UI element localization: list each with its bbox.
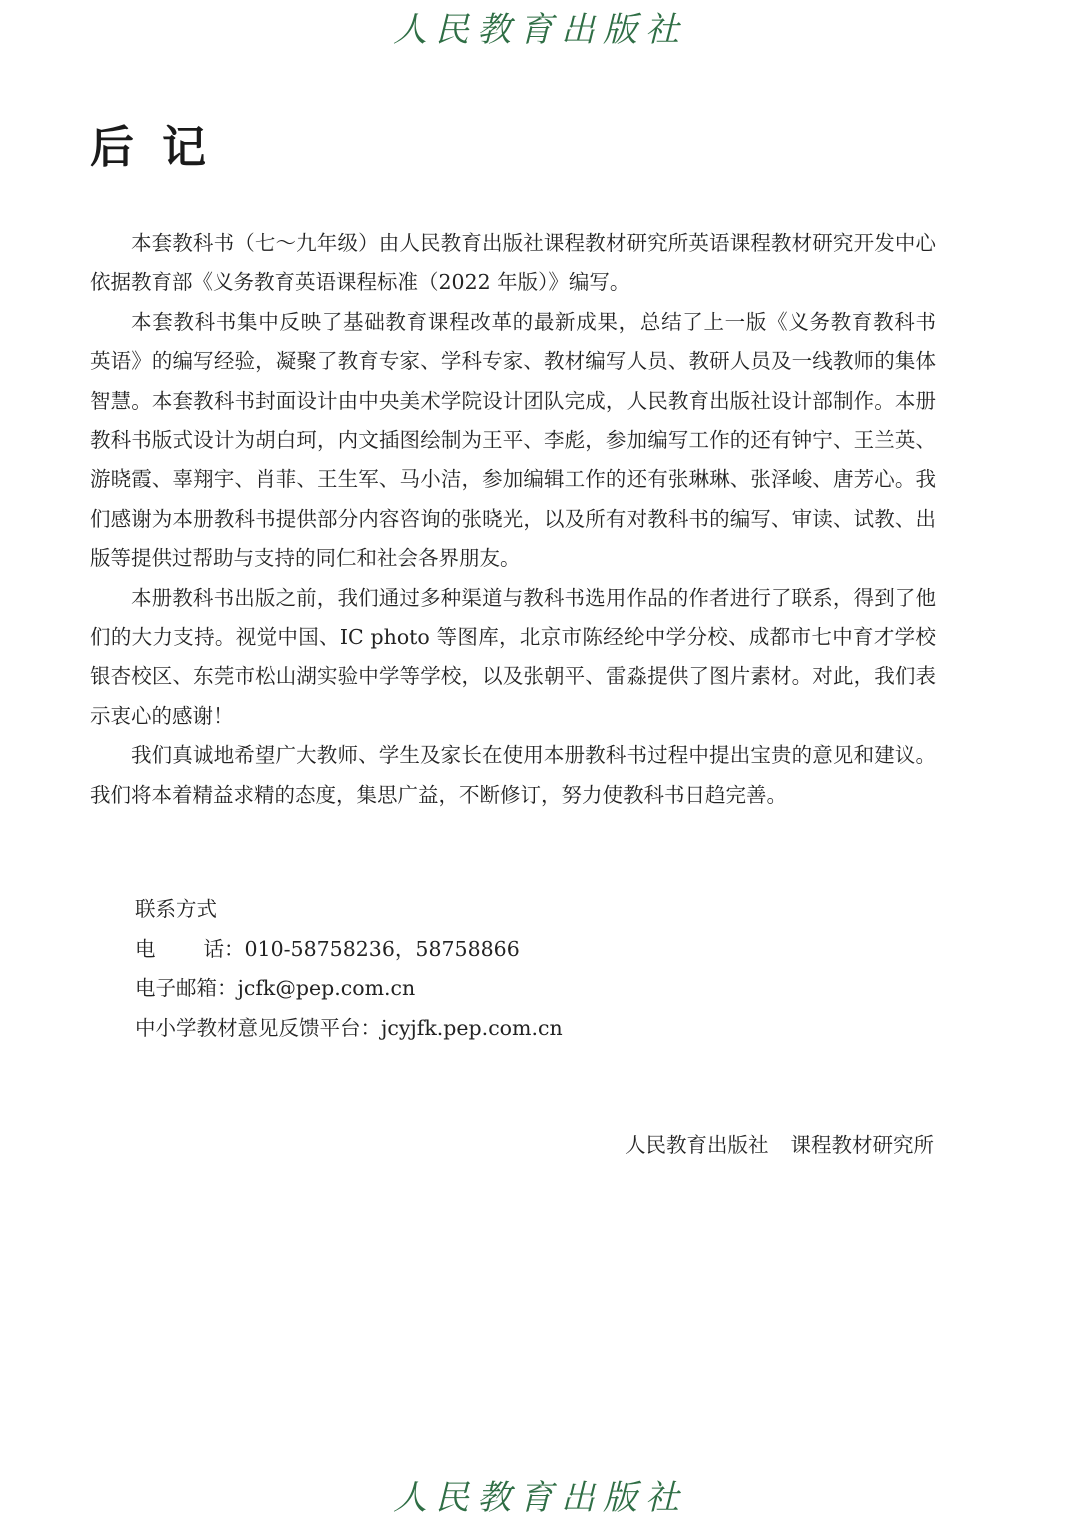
feedback-label: 中小学教材意见反馈平台： <box>135 1015 381 1040</box>
paragraph: 本册教科书出版之前，我们通过多种渠道与教科书选用作品的作者进行了联系，得到了他们的大力支持。视觉中国、IC photo 等图库，北京市陈经纶中学分校、成都市七中育才学校银杏校区、东莞市松山湖实验中学等学校，以及张朝平、雷淼提供了图片素材。对此，我们表示衷心的感谢！ <box>90 585 936 728</box>
signature-institute: 课程教材研究所 <box>790 1133 934 1157</box>
email-value[interactable]: jcfk@pep.com.cn <box>237 976 416 1000</box>
paragraph: 本套教科书（七～九年级）由人民教育出版社课程教材研究所英语课程教材研究开发中心依据教育部《义务教育英语课程标准（2022 年版）》编写。 <box>90 231 936 295</box>
contact-phone <box>135 930 563 970</box>
phone-label-second: 话： <box>203 936 245 961</box>
paragraph: 本套教科书集中反映了基础教育课程改革的最新成果，总结了上一版《义务教育教科书 英语》的编写经验，凝聚了教育专家、学科专家、教材编写人员、教研人员及一线教师的集体智慧。本套教科书封面设计由中央美术学院设计团队完成，人民教育出版社设计部制作。本册教科书版式设计为胡白珂，内文插图绘制为王平、李彪，参加编写工作的还有钟宁、王兰英、游晓霞、辜翔宇、肖菲、王生军、马小洁，参加编辑工作的还有张琳琳、张泽峻、唐芳心。我们感谢为本册教科书提供部分内容咨询的张晓光，以及所有对教科书的编写、审读、试教、出版等提供过帮助与支持的同仁和社会各界朋友。 <box>90 309 957 571</box>
page-title: 后记 <box>90 122 234 173</box>
signature <box>625 1126 934 1165</box>
contact-feedback <box>135 1009 563 1049</box>
afterword-body <box>90 224 957 815</box>
publisher-logo-top: 人民教育出版社 <box>393 10 687 50</box>
phone-value: 010-58758236，58758866 <box>244 936 520 961</box>
contact-info <box>135 890 563 1048</box>
email-label: 电子邮箱： <box>135 976 238 1000</box>
phone-label-first: 电 <box>135 936 204 961</box>
signature-publisher: 人民教育出版社 <box>625 1133 769 1157</box>
publisher-logo-bottom: 人民教育出版社 <box>393 1478 687 1518</box>
contact-email <box>135 969 563 1009</box>
feedback-url[interactable]: jcyjfk.pep.com.cn <box>381 1015 563 1040</box>
contact-heading: 联系方式 <box>135 897 217 921</box>
paragraph: 我们真诚地希望广大教师、学生及家长在使用本册教科书过程中提出宝贵的意见和建议。我们将本着精益求精的态度，集思广益，不断修订，努力使教科书日趋完善。 <box>90 743 936 807</box>
